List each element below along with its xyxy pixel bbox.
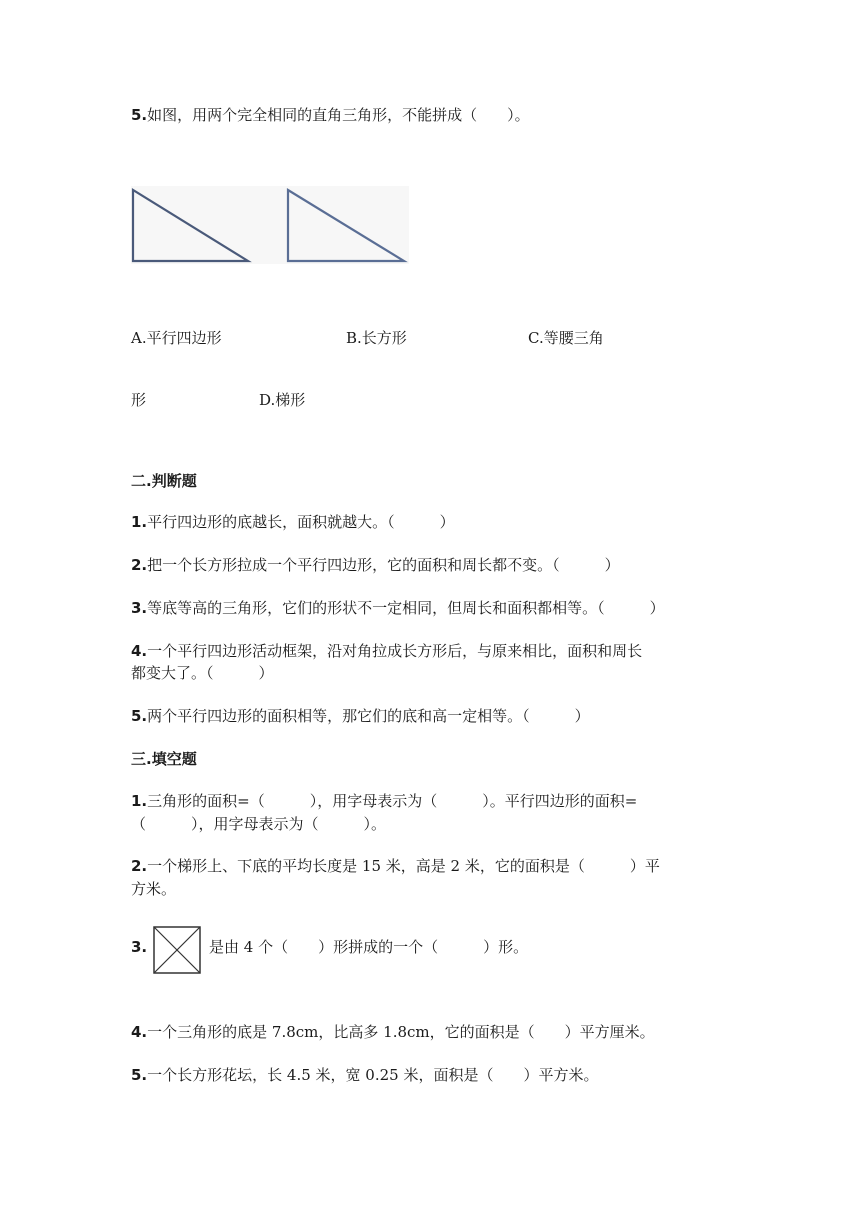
option-b: B.长方形 xyxy=(346,329,407,347)
right-triangle-right xyxy=(288,190,404,261)
judgement-item-4 xyxy=(131,640,642,662)
square-diagonals-figure xyxy=(153,926,201,974)
option-a: A.平行四边形 xyxy=(131,329,222,347)
fill-item-3-text: 是由 4 个（ ）形拼成的一个（ ）形。 xyxy=(209,938,529,956)
item-number: 3. xyxy=(131,938,148,956)
judgement-item-2 xyxy=(131,554,620,576)
option-c: C.等腰三角 xyxy=(528,329,604,347)
item-number: 4. xyxy=(131,642,148,660)
question-text: 如图，用两个完全相同的直角三角形，不能拼成（ ）。 xyxy=(147,106,530,124)
fill-item-2 xyxy=(131,855,660,877)
judgement-item-3 xyxy=(131,597,665,619)
fill-item-3 xyxy=(131,936,147,958)
fill-item-5 xyxy=(131,1064,598,1086)
judgement-item-5 xyxy=(131,705,590,727)
item-number: 1. xyxy=(131,792,148,810)
item-number: 2. xyxy=(131,556,148,574)
item-text: 把一个长方形拉成一个平行四边形，它的面积和周长都不变。（ ） xyxy=(147,556,620,574)
section-title-judgement: 二.判断题 xyxy=(131,472,197,490)
item-text: 一个梯形上、下底的平均长度是 15 米，高是 2 米，它的面积是（ ）平 xyxy=(147,857,660,875)
item-text: 平行四边形的底越长，面积就越大。（ ） xyxy=(147,513,455,531)
item-text: 等底等高的三角形，它们的形状不一定相同，但周长和面积都相等。（ ） xyxy=(147,599,665,617)
item-text: 一个长方形花坛，长 4.5 米，宽 0.25 米，面积是（ ）平方米。 xyxy=(147,1066,599,1084)
fill-item-4 xyxy=(131,1021,655,1043)
option-d: D.梯形 xyxy=(259,391,306,409)
item-number: 1. xyxy=(131,513,148,531)
question-5 xyxy=(131,104,530,126)
item-number: 4. xyxy=(131,1023,148,1041)
item-text: 两个平行四边形的面积相等，那它们的底和高一定相等。（ ） xyxy=(147,707,590,725)
section-title-fill-blank: 三.填空题 xyxy=(131,750,197,768)
triangles-figure xyxy=(131,186,409,264)
right-triangle-left xyxy=(133,190,248,261)
fill-item-2-continued: 方米。 xyxy=(131,880,177,898)
item-text: 一个平行四边形活动框架，沿对角拉成长方形后，与原来相比，面积和周长 xyxy=(147,642,643,660)
item-text: 一个三角形的底是 7.8cm，比高多 1.8cm，它的面积是（ ）平方厘米。 xyxy=(147,1023,655,1041)
item-number: 5. xyxy=(131,1066,148,1084)
option-c-continued: 形 xyxy=(131,391,147,409)
fill-item-1-continued: （ ），用字母表示为（ ）。 xyxy=(131,815,387,833)
judgement-item-4-continued: 都变大了。（ ） xyxy=(131,664,274,682)
item-text: 三角形的面积=（ ），用字母表示为（ ）。平行四边形的面积= xyxy=(147,792,638,810)
judgement-item-1 xyxy=(131,511,455,533)
item-number: 2. xyxy=(131,857,148,875)
fill-item-1 xyxy=(131,790,637,812)
item-number: 5. xyxy=(131,707,148,725)
question-number: 5. xyxy=(131,106,148,124)
item-number: 3. xyxy=(131,599,148,617)
